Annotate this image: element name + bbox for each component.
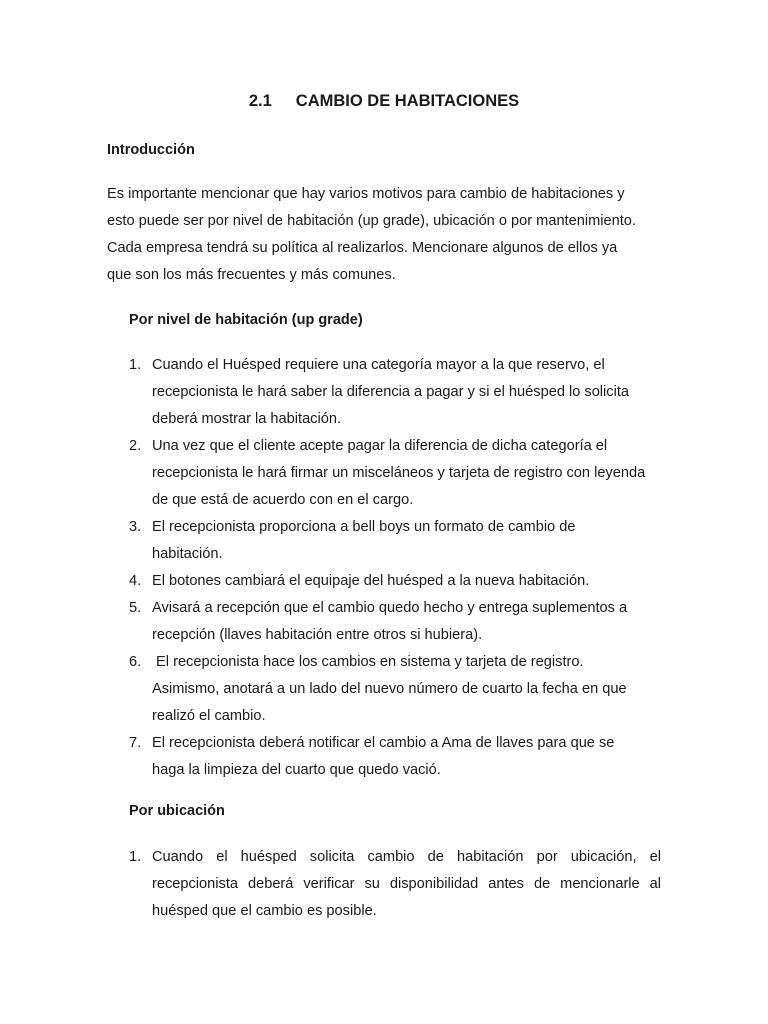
intro-line: Cada empresa tendrá su política al realizarlos. Mencionare algunos de ellos ya bbox=[107, 240, 618, 256]
section-title: CAMBIO DE HABITACIONES bbox=[295, 92, 520, 110]
intro-line: esto puede ser por nivel de habitación (up grade), ubicación o por mantenimiento. bbox=[107, 213, 636, 229]
intro-line: que son los más frecuentes y más comunes. bbox=[107, 267, 396, 283]
list-item-number: 1. bbox=[129, 357, 142, 373]
list-item-line: Cuando el huésped solicita cambio de habitación por ubicación, el bbox=[152, 849, 661, 865]
list-item-line: de que está de acuerdo con en el cargo. bbox=[152, 492, 414, 508]
list-item-line: recepción (llaves habitación entre otros si hubiera). bbox=[152, 627, 483, 643]
list-item-number: 3. bbox=[129, 519, 142, 535]
intro-paragraph bbox=[107, 181, 667, 289]
list-item bbox=[129, 514, 661, 568]
list-item-number: 5. bbox=[129, 600, 142, 616]
list-item bbox=[129, 844, 661, 925]
list-item-line: haga la limpieza del cuarto que quedo vació. bbox=[152, 762, 441, 778]
list-item bbox=[129, 730, 661, 784]
list-item bbox=[129, 433, 661, 514]
list-item-line: El botones cambiará el equipaje del huésped a la nueva habitación. bbox=[152, 573, 590, 589]
list-item-line: Avisará a recepción que el cambio quedo hecho y entrega suplementos a bbox=[152, 600, 628, 616]
list-item-line: El recepcionista hace los cambios en sistema y tarjeta de registro. bbox=[152, 654, 584, 670]
list-item bbox=[129, 595, 661, 649]
list-item-line: recepcionista deberá verificar su disponibilidad antes de mencionarle al bbox=[152, 876, 661, 892]
list-item-line: deberá mostrar la habitación. bbox=[152, 411, 342, 427]
upgrade-steps-list bbox=[129, 352, 661, 784]
list-item-number: 7. bbox=[129, 735, 142, 751]
section-number: 2.1 bbox=[248, 92, 272, 110]
list-item bbox=[129, 352, 661, 433]
list-item-line: realizó el cambio. bbox=[152, 708, 266, 724]
list-item-line: El recepcionista proporciona a bell boys un formato de cambio de bbox=[152, 519, 576, 535]
list-item-number: 6. bbox=[129, 654, 142, 670]
list-item bbox=[129, 568, 661, 595]
list-item-line: recepcionista le hará firmar un misceláneos y tarjeta de registro con leyenda bbox=[152, 465, 646, 481]
list-item-line: recepcionista le hará saber la diferencia a pagar y si el huésped lo solicita bbox=[152, 384, 630, 400]
location-steps-list bbox=[129, 844, 661, 925]
list-item-number: 2. bbox=[129, 438, 142, 454]
intro-title: Introducción bbox=[107, 142, 195, 158]
section-heading bbox=[0, 92, 768, 111]
upgrade-title: Por nivel de habitación (up grade) bbox=[129, 312, 363, 328]
list-item-line: Una vez que el cliente acepte pagar la diferencia de dicha categoría el bbox=[152, 438, 608, 454]
list-item bbox=[129, 649, 661, 730]
intro-line: Es importante mencionar que hay varios motivos para cambio de habitaciones y bbox=[107, 186, 625, 202]
list-item-line: El recepcionista deberá notificar el cambio a Ama de llaves para que se bbox=[152, 735, 615, 751]
list-item-line: habitación. bbox=[152, 546, 223, 562]
location-title: Por ubicación bbox=[129, 803, 225, 819]
list-item-line: huésped que el cambio es posible. bbox=[152, 903, 377, 919]
list-item-number: 1. bbox=[129, 849, 142, 865]
list-item-number: 4. bbox=[129, 573, 142, 589]
list-item-line: Cuando el Huésped requiere una categoría mayor a la que reservo, el bbox=[152, 357, 605, 373]
list-item-line: Asimismo, anotará a un lado del nuevo número de cuarto la fecha en que bbox=[152, 681, 627, 697]
